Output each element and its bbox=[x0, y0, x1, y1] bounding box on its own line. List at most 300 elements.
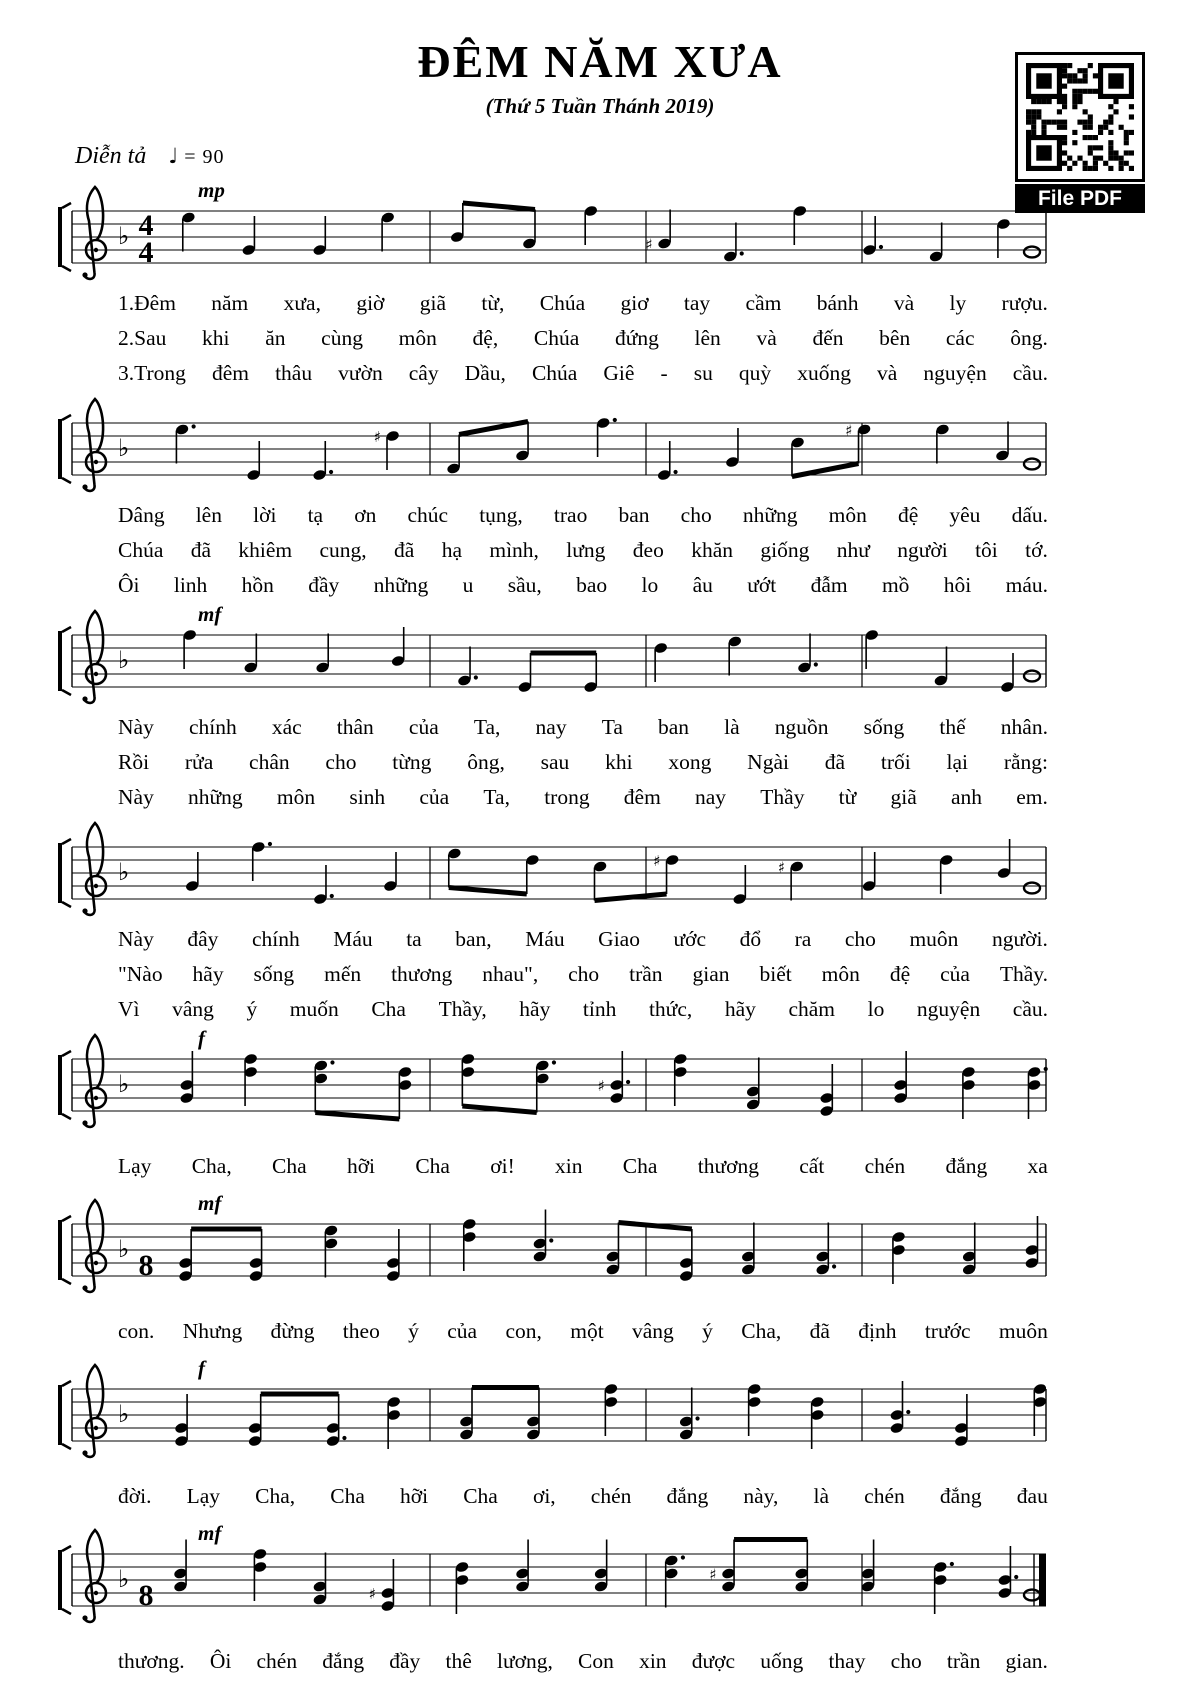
lyric-word: xin bbox=[639, 1649, 667, 1673]
lyric-word: giống bbox=[760, 538, 810, 562]
key-flat-sign: ♭ bbox=[118, 222, 130, 250]
whole-note bbox=[1024, 883, 1040, 894]
lyric-word: Con bbox=[578, 1649, 614, 1673]
lyric-word: sinh bbox=[349, 785, 386, 809]
treble-clef bbox=[82, 1530, 106, 1622]
staff-system-7 bbox=[58, 1359, 1050, 1463]
lyric-word: bên bbox=[879, 326, 911, 350]
page-title: ĐÊM NĂM XƯA bbox=[417, 36, 783, 87]
lyric-word: Thầy bbox=[760, 785, 805, 809]
lyric-word: khi bbox=[605, 750, 633, 774]
lyric-word: biết bbox=[759, 962, 792, 986]
lyric-word: gian bbox=[692, 962, 730, 986]
lyric-line bbox=[0, 356, 1200, 391]
lyric-word: đắng bbox=[939, 1484, 982, 1508]
tempo-label: Diễn tả bbox=[75, 143, 147, 169]
lyric-line bbox=[0, 780, 1200, 815]
time-signature bbox=[139, 209, 154, 269]
lyric-word: nguyện bbox=[923, 361, 987, 385]
lyric-word: hãy bbox=[192, 962, 224, 986]
lyric-word: này, bbox=[743, 1484, 779, 1508]
key-flat-sign: ♭ bbox=[118, 646, 130, 674]
lyric-word: đau bbox=[1016, 1484, 1048, 1508]
lyric-word: - bbox=[660, 361, 668, 385]
system-bracket bbox=[58, 1381, 71, 1449]
lyric-word: đắng bbox=[666, 1484, 709, 1508]
staff-lines bbox=[72, 1554, 1046, 1606]
lyric-word: Ngài bbox=[747, 750, 789, 774]
lyric-word: thâu bbox=[275, 361, 313, 385]
lyric-word: nhau", bbox=[482, 962, 539, 986]
lyric-word: đệ bbox=[897, 503, 919, 527]
lyric-word: 3.Trong bbox=[118, 361, 186, 385]
sharp-sign: ♯ bbox=[368, 1585, 376, 1603]
lyric-word: gian. bbox=[1005, 1649, 1048, 1673]
lyric-word: Thầy. bbox=[999, 962, 1048, 986]
lyric-word: tôi bbox=[975, 538, 998, 562]
lyric-word: Máu bbox=[333, 927, 373, 951]
lyric-word: ý bbox=[246, 997, 258, 1021]
lyric-word: thương bbox=[697, 1154, 759, 1178]
lyric-word: Ta, bbox=[473, 715, 501, 739]
whole-note bbox=[1024, 247, 1040, 258]
lyric-line bbox=[0, 1314, 1200, 1349]
lyrics-block bbox=[0, 710, 1200, 815]
lyric-word: u bbox=[462, 573, 474, 597]
staff-lines bbox=[72, 635, 1046, 687]
lyric-word: xưa, bbox=[283, 291, 321, 315]
lyric-word: Chúa bbox=[539, 291, 586, 315]
lyric-word: ơi, bbox=[532, 1484, 556, 1508]
lyric-word: thức, bbox=[648, 997, 693, 1021]
lyric-word: cho bbox=[844, 927, 876, 951]
qr-code bbox=[1015, 52, 1145, 182]
lyric-word: ước bbox=[673, 927, 707, 951]
lyric-word: Ta bbox=[601, 715, 623, 739]
lyric-word: ướt bbox=[747, 573, 777, 597]
lyric-word: nguồn bbox=[774, 715, 829, 739]
lyric-word: từng bbox=[392, 750, 432, 774]
lyric-word: thương bbox=[391, 962, 453, 986]
notes bbox=[181, 203, 1040, 263]
lyrics-block bbox=[0, 922, 1200, 1027]
svg-text:8: 8 bbox=[138, 1579, 154, 1612]
notes bbox=[182, 627, 1040, 693]
lyric-word: ly bbox=[949, 291, 967, 315]
lyric-line bbox=[0, 922, 1200, 957]
lyric-word: mến bbox=[324, 962, 362, 986]
lyric-word: mình, bbox=[489, 538, 539, 562]
lyric-word: giờ bbox=[356, 291, 385, 315]
system-5 bbox=[0, 1029, 1200, 1184]
lyric-word: lên bbox=[694, 326, 721, 350]
lyric-word: vâng bbox=[632, 1319, 674, 1343]
lyric-word: lo bbox=[641, 573, 659, 597]
lyric-line bbox=[0, 992, 1200, 1027]
lyric-word: các bbox=[945, 326, 975, 350]
lyric-word: vườn bbox=[338, 361, 383, 385]
lyric-word: Cha, bbox=[191, 1154, 232, 1178]
lyric-line bbox=[0, 957, 1200, 992]
dynamic-marking: f bbox=[198, 1359, 205, 1380]
sharp-sign: ♯ bbox=[777, 858, 786, 877]
treble-clef bbox=[82, 399, 106, 491]
system-3 bbox=[0, 605, 1200, 815]
lyric-word: giơ bbox=[620, 291, 649, 315]
lyric-word: thân bbox=[336, 715, 374, 739]
lyric-word: Cha, bbox=[741, 1319, 782, 1343]
lyric-word: 2.Sau bbox=[118, 326, 167, 350]
lyric-word: con. bbox=[118, 1319, 155, 1343]
lyric-word: và bbox=[893, 291, 915, 315]
lyric-word: Ôi bbox=[118, 573, 140, 597]
lyric-word: đã bbox=[809, 1319, 830, 1343]
lyric-word: Giê bbox=[603, 361, 635, 385]
lyric-word: những bbox=[188, 785, 243, 809]
lyric-word: tạ bbox=[307, 503, 324, 527]
lyric-word: Cha, bbox=[255, 1484, 296, 1508]
lyric-word: uống bbox=[760, 1649, 804, 1673]
lyric-word: giã bbox=[890, 785, 917, 809]
lyrics-block bbox=[0, 1149, 1200, 1184]
lyric-word: con, bbox=[505, 1319, 542, 1343]
lyric-word: sống bbox=[863, 715, 905, 739]
lyric-word: muôn bbox=[909, 927, 959, 951]
lyric-word: anh bbox=[950, 785, 983, 809]
lyric-word: Dâng bbox=[118, 503, 165, 527]
system-6 bbox=[0, 1194, 1200, 1349]
lyric-word: chén bbox=[864, 1484, 905, 1508]
beam bbox=[449, 888, 527, 895]
lyric-word: rượu. bbox=[1001, 291, 1048, 315]
treble-clef bbox=[82, 611, 106, 703]
lyric-word: trối bbox=[880, 750, 911, 774]
staff-system-2 bbox=[58, 393, 1050, 497]
lyric-word: hãy bbox=[724, 997, 756, 1021]
lyric-word: khiêm bbox=[238, 538, 293, 562]
system-bracket bbox=[58, 839, 71, 907]
lyric-word: ăn bbox=[265, 326, 286, 350]
system-bracket bbox=[58, 1216, 71, 1284]
lyric-word: Cha bbox=[622, 1154, 658, 1178]
lyric-word: em. bbox=[1016, 785, 1048, 809]
lyric-word: những bbox=[742, 503, 798, 527]
page-subtitle: (Thứ 5 Tuần Thánh 2019) bbox=[485, 94, 715, 118]
lyric-word: đắng bbox=[322, 1649, 365, 1673]
key-flat-sign: ♭ bbox=[118, 1235, 130, 1263]
lyric-word: Ôi bbox=[209, 1649, 232, 1673]
sharp-sign: ♯ bbox=[645, 235, 653, 254]
lyric-line bbox=[0, 1149, 1200, 1184]
lyric-word: ý bbox=[702, 1319, 713, 1343]
lyric-word: vâng bbox=[172, 997, 214, 1021]
lyric-word: đây bbox=[187, 927, 219, 951]
sharp-sign: ♯ bbox=[845, 421, 853, 440]
lyric-word: chính bbox=[251, 927, 300, 951]
lyric-word: đời. bbox=[118, 1484, 152, 1508]
lyric-word: hỡi bbox=[400, 1484, 429, 1508]
lyric-word: là bbox=[813, 1484, 830, 1508]
lyric-word: của bbox=[940, 962, 970, 986]
lyric-word: trong bbox=[544, 785, 590, 809]
lyric-word: nay bbox=[535, 715, 567, 739]
time-signature bbox=[139, 1579, 154, 1612]
lyric-word: đêm bbox=[623, 785, 661, 809]
lyric-word: Nhưng bbox=[182, 1319, 243, 1343]
svg-text:4: 4 bbox=[138, 209, 154, 242]
lyric-word: lên bbox=[195, 503, 222, 527]
lyric-word: đắng bbox=[945, 1154, 988, 1178]
lyrics-block bbox=[0, 1479, 1200, 1514]
lyric-word: môn bbox=[821, 962, 860, 986]
svg-text:4: 4 bbox=[138, 236, 154, 269]
lyric-word: lời bbox=[253, 503, 277, 527]
time-signature bbox=[139, 1249, 154, 1282]
lyric-line bbox=[0, 1644, 1200, 1679]
dynamic-marking: mf bbox=[198, 1524, 222, 1545]
lyric-word: đệ bbox=[889, 962, 911, 986]
lyric-word: âu bbox=[692, 573, 713, 597]
lyric-word: thương. bbox=[118, 1649, 185, 1673]
lyric-word: cầu. bbox=[1012, 361, 1048, 385]
staff-system-5 bbox=[58, 1029, 1050, 1133]
staff-system-8 bbox=[58, 1524, 1050, 1628]
lyric-line bbox=[0, 321, 1200, 356]
system-7 bbox=[0, 1359, 1200, 1514]
lyric-word: dấu. bbox=[1011, 503, 1048, 527]
notes bbox=[178, 1210, 1039, 1285]
lyric-word: xuống bbox=[797, 361, 851, 385]
lyric-word: ơn bbox=[354, 503, 377, 527]
lyric-word: nhân. bbox=[1000, 715, 1048, 739]
lyric-word: Cha bbox=[272, 1154, 307, 1178]
lyric-word: Này bbox=[118, 785, 154, 809]
lyric-word: chân bbox=[249, 750, 290, 774]
lyrics-block bbox=[0, 1644, 1200, 1679]
lyric-word: bao bbox=[576, 573, 608, 597]
key-flat-sign: ♭ bbox=[118, 1565, 130, 1593]
lyric-word: người bbox=[897, 538, 948, 562]
lyric-word: Chúa bbox=[118, 538, 164, 562]
lyric-word: thế bbox=[939, 715, 966, 739]
lyric-word: trao bbox=[553, 503, 588, 527]
lyric-word: hỡi bbox=[346, 1154, 376, 1178]
lyric-word: cho bbox=[890, 1649, 922, 1673]
lyric-word: nay bbox=[695, 785, 727, 809]
lyric-word: xong bbox=[668, 750, 712, 774]
lyric-word: xác bbox=[271, 715, 302, 739]
lyric-word: Chúa bbox=[533, 326, 580, 350]
lyrics-block bbox=[0, 1314, 1200, 1349]
notes bbox=[185, 839, 1040, 905]
lyric-word: sống bbox=[253, 962, 295, 986]
lyric-word: ra bbox=[794, 927, 812, 951]
lyric-word: tỉnh bbox=[582, 997, 617, 1021]
key-flat-sign: ♭ bbox=[118, 858, 130, 886]
lyric-word: chén bbox=[590, 1484, 632, 1508]
lyric-word: đầy bbox=[308, 573, 340, 597]
lyric-word: Này bbox=[118, 927, 154, 951]
lyric-word: Rồi bbox=[118, 750, 150, 774]
lyric-word: trước bbox=[924, 1319, 971, 1343]
lyric-word: đổ bbox=[739, 927, 762, 951]
lyric-line bbox=[0, 745, 1200, 780]
key-flat-sign: ♭ bbox=[118, 1070, 130, 1098]
key-flat-sign: ♭ bbox=[118, 1400, 130, 1428]
lyric-word: cùng bbox=[321, 326, 363, 350]
notes bbox=[173, 1540, 1040, 1615]
tempo-value: = 90 bbox=[184, 146, 225, 168]
lyric-word: cho bbox=[568, 962, 600, 986]
lyric-word: muôn bbox=[998, 1319, 1048, 1343]
lyric-word: Thầy, bbox=[438, 997, 487, 1021]
lyric-word: ta bbox=[406, 927, 422, 951]
system-2 bbox=[0, 393, 1200, 603]
lyric-word: Chúa bbox=[531, 361, 578, 385]
score bbox=[0, 181, 1200, 1679]
lyric-word: trần bbox=[629, 962, 663, 986]
lyric-word: người. bbox=[991, 927, 1048, 951]
lyric-word: ban, bbox=[455, 927, 492, 951]
lyric-word: 1.Đêm bbox=[118, 291, 176, 315]
sharp-sign: ♯ bbox=[653, 852, 661, 870]
lyric-word: chính bbox=[188, 715, 237, 739]
dynamic-marking: f bbox=[198, 1029, 205, 1050]
staff-lines bbox=[72, 423, 1046, 475]
lyric-word: Vì bbox=[118, 997, 140, 1021]
beam bbox=[315, 1113, 399, 1120]
system-bracket bbox=[58, 415, 71, 483]
lyric-word: đeo bbox=[632, 538, 664, 562]
staff-system-3 bbox=[58, 605, 1050, 709]
lyric-word: đẫm bbox=[810, 573, 848, 597]
lyric-word: cầm bbox=[745, 291, 782, 315]
lyric-word: là bbox=[724, 715, 740, 739]
whole-note bbox=[1024, 459, 1040, 470]
lyric-word: đã bbox=[190, 538, 212, 562]
system-bracket bbox=[58, 1051, 71, 1119]
staff-system-4 bbox=[58, 817, 1050, 921]
lyric-line bbox=[0, 286, 1200, 321]
lyric-word: được bbox=[691, 1649, 736, 1673]
lyric-word: đệ, bbox=[472, 326, 499, 350]
lyric-word: ban bbox=[618, 503, 650, 527]
sharp-sign: ♯ bbox=[709, 1565, 717, 1584]
staff-lines bbox=[72, 211, 1046, 263]
lyric-word: theo bbox=[342, 1319, 380, 1343]
lyrics-block bbox=[0, 286, 1200, 391]
quarter-note-icon: ♩ bbox=[168, 144, 179, 168]
lyric-word: lại bbox=[946, 750, 969, 774]
lyric-word: năm bbox=[211, 291, 249, 315]
lyric-word: tớ. bbox=[1025, 538, 1048, 562]
lyric-word: đã bbox=[394, 538, 415, 562]
lyric-word: mồ bbox=[881, 573, 910, 597]
lyric-word: đầy bbox=[389, 1649, 421, 1673]
lyric-word: quỳ bbox=[738, 361, 772, 385]
lyric-word: ý bbox=[408, 1319, 419, 1343]
lyric-word: đứng bbox=[614, 326, 659, 350]
system-8 bbox=[0, 1524, 1200, 1679]
lyric-word: nguyện bbox=[916, 997, 981, 1021]
lyric-word: lo bbox=[867, 997, 885, 1021]
lyric-word: của bbox=[419, 785, 450, 809]
sharp-sign: ♯ bbox=[597, 1077, 605, 1095]
lyric-word: môn bbox=[276, 785, 316, 809]
system-bracket bbox=[58, 1546, 71, 1614]
lyric-word: chén bbox=[864, 1154, 906, 1178]
lyric-word: từ bbox=[838, 785, 857, 809]
lyric-word: sau bbox=[540, 750, 570, 774]
lyric-word: thê bbox=[445, 1649, 472, 1673]
lyric-word: chúc bbox=[407, 503, 449, 527]
lyric-word: đêm bbox=[211, 361, 250, 385]
whole-note bbox=[1024, 671, 1040, 682]
lyric-word: muốn bbox=[289, 997, 339, 1021]
lyric-word: và bbox=[877, 361, 898, 385]
treble-clef bbox=[82, 1200, 106, 1292]
lyric-word: linh bbox=[173, 573, 208, 597]
lyric-word: khi bbox=[202, 326, 230, 350]
lyric-line bbox=[0, 710, 1200, 745]
lyric-word: ông. bbox=[1010, 326, 1048, 350]
lyric-word: môn bbox=[828, 503, 867, 527]
lyric-word: ơi! bbox=[490, 1154, 515, 1178]
lyric-word: bánh bbox=[816, 291, 859, 315]
dynamic-marking: mf bbox=[198, 1194, 222, 1215]
lyric-word: như bbox=[836, 538, 870, 562]
lyric-word: Cha bbox=[330, 1484, 365, 1508]
beam bbox=[463, 203, 535, 210]
treble-clef bbox=[82, 187, 106, 279]
qr-block bbox=[1015, 52, 1145, 213]
whole-note bbox=[1024, 1590, 1040, 1601]
lyric-word: và bbox=[756, 326, 777, 350]
lyric-word: xin bbox=[555, 1154, 583, 1178]
lyric-word: hãy bbox=[519, 997, 551, 1021]
system-bracket bbox=[58, 627, 71, 695]
lyric-word: những bbox=[373, 573, 429, 597]
lyric-word: Máu bbox=[525, 927, 565, 951]
lyric-line bbox=[0, 568, 1200, 603]
staff-system-6 bbox=[58, 1194, 1050, 1298]
lyrics-block bbox=[0, 498, 1200, 603]
lyric-word: đến bbox=[812, 326, 844, 350]
key-flat-sign: ♭ bbox=[118, 434, 130, 462]
lyric-word: máu. bbox=[1005, 573, 1048, 597]
lyric-word: cất bbox=[799, 1154, 825, 1178]
staff-lines bbox=[72, 847, 1046, 899]
treble-clef bbox=[82, 1035, 106, 1127]
lyric-word: Ta, bbox=[483, 785, 510, 809]
lyric-word: Này bbox=[118, 715, 154, 739]
lyric-line bbox=[0, 533, 1200, 568]
lyric-word: cung, bbox=[319, 538, 367, 562]
lyric-word: hồn bbox=[241, 573, 274, 597]
lyric-word: hạ bbox=[441, 538, 462, 562]
lyric-word: tụng, bbox=[479, 503, 523, 527]
lyric-word: xa bbox=[1027, 1154, 1048, 1178]
lyric-word: Cha bbox=[415, 1154, 450, 1178]
lyric-word: Lạy bbox=[118, 1154, 152, 1178]
lyric-word: trần bbox=[946, 1649, 981, 1673]
lyric-word: chăm bbox=[788, 997, 836, 1021]
sharp-sign: ♯ bbox=[373, 428, 381, 446]
qr-label: File PDF bbox=[1015, 184, 1145, 213]
lyric-word: của bbox=[447, 1319, 478, 1343]
lyric-word: cây bbox=[408, 361, 439, 385]
lyric-word: của bbox=[408, 715, 439, 739]
